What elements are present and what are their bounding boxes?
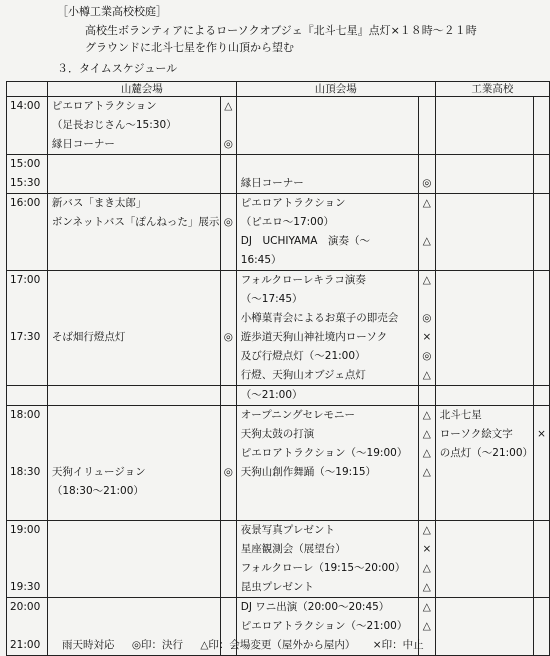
sancho-event-line	[237, 116, 418, 135]
kogyo-event-line	[436, 463, 533, 482]
time-line: 21:00	[10, 639, 41, 651]
time-line	[7, 444, 47, 463]
kogyo-mark-line	[534, 444, 549, 463]
sancho-event-line	[237, 482, 418, 501]
sanroku-event-line	[48, 540, 220, 559]
sanroku-mark-line	[221, 155, 236, 174]
kogyo-mark-line	[534, 251, 549, 270]
sanroku-mark-line: ◎	[223, 466, 233, 478]
sancho-event-line	[237, 501, 418, 520]
time-line: 19:00	[10, 524, 41, 536]
sanroku-mark-line	[221, 559, 236, 578]
kogyo-mark-line	[534, 155, 549, 174]
sancho-event-line: （ピエロ～17:00）	[240, 216, 335, 228]
kogyo-event-line: 北斗七星	[439, 409, 482, 421]
sancho-mark-line	[419, 482, 435, 501]
sancho-event-line: ピエロアトラクション（～19:00）	[240, 447, 408, 459]
time-line: 18:00	[10, 409, 41, 421]
sancho-mark-cell	[418, 271, 435, 386]
time-line: 16:00	[10, 197, 41, 209]
event-note: グラウンドに北斗七星を作り山頂から望む	[85, 41, 294, 54]
sanroku-event-line: そば畑行燈点灯	[51, 331, 126, 343]
schedule-block	[7, 521, 550, 598]
sancho-event-line: ピエロアトラクション	[240, 197, 346, 209]
sanroku-event-cell	[47, 271, 220, 386]
time-line: 15:00	[10, 158, 41, 170]
schedule-block	[7, 194, 550, 271]
sancho-mark-cell	[418, 406, 435, 521]
sancho-event-line: 縁日コーナー	[240, 177, 304, 189]
kogyo-mark-cell	[534, 97, 550, 155]
kogyo-event-line	[436, 135, 533, 154]
sanroku-event-line	[48, 271, 220, 290]
time-cell	[7, 406, 48, 521]
kogyo-mark-line	[534, 598, 549, 617]
kogyo-mark-line	[534, 213, 549, 232]
sancho-event-line: オープニングセレモニー	[240, 409, 356, 421]
sancho-mark-line: △	[422, 562, 431, 574]
sanroku-mark-line	[221, 309, 236, 328]
time-line	[7, 213, 47, 232]
sancho-mark-line	[419, 116, 435, 135]
sanroku-event-line	[48, 251, 220, 270]
sancho-mark-line	[419, 155, 435, 174]
time-line: 15:30	[10, 177, 41, 189]
sanroku-event-line	[48, 232, 220, 251]
sanroku-mark-line	[221, 406, 236, 425]
sancho-event-line: 小樽菓青会によるお菓子の即売会	[240, 312, 399, 324]
sancho-event-line: 夜景写真プレゼント	[240, 524, 335, 536]
sanroku-mark-cell	[220, 521, 236, 598]
sanroku-event-line	[48, 174, 220, 193]
sancho-event-cell	[236, 194, 418, 271]
sancho-header: 山頂会場	[236, 82, 435, 97]
sanroku-mark-line: ◎	[223, 331, 233, 343]
sanroku-mark-line	[221, 617, 236, 636]
sanroku-mark-line	[221, 540, 236, 559]
sanroku-mark-line	[221, 174, 236, 193]
kogyo-mark-line	[534, 97, 549, 116]
kogyo-event-cell	[435, 97, 533, 155]
sanroku-event-line: 縁日コーナー	[51, 138, 115, 150]
sanroku-mark-line: ◎	[223, 138, 233, 150]
kogyo-mark-cell	[534, 155, 550, 194]
sancho-mark-line	[419, 97, 435, 116]
kogyo-event-cell	[435, 194, 533, 271]
sancho-mark-cell	[418, 521, 435, 598]
kogyo-event-line	[436, 598, 533, 617]
kogyo-mark-line	[534, 309, 549, 328]
sancho-mark-line: △	[422, 197, 431, 209]
sancho-mark-line	[419, 135, 435, 154]
kogyo-event-cell	[435, 271, 533, 386]
sanroku-event-cell	[47, 155, 220, 194]
sanroku-event-line	[48, 309, 220, 328]
schedule-block	[7, 97, 550, 155]
time-cell	[7, 521, 48, 598]
kogyo-mark-line	[534, 347, 549, 366]
kogyo-event-line: ローソク絵文字	[439, 428, 513, 440]
sancho-event-cell	[236, 386, 418, 406]
kogyo-event-line: の点灯（～21:00）	[439, 447, 534, 459]
sancho-mark-line	[419, 386, 435, 405]
kogyo-event-line	[436, 290, 533, 309]
sancho-mark-line: △	[422, 620, 431, 632]
kogyo-header: 工業高校	[435, 82, 549, 97]
kogyo-mark-line	[534, 540, 549, 559]
sancho-mark-cell	[418, 97, 435, 155]
sanroku-mark-line	[221, 290, 236, 309]
sanroku-event-line	[48, 578, 220, 597]
kogyo-event-line	[436, 271, 533, 290]
sanroku-mark-cell	[220, 406, 236, 521]
kogyo-mark-line	[534, 271, 549, 290]
time-line	[7, 309, 47, 328]
sanroku-mark-line	[221, 271, 236, 290]
kogyo-mark-line	[534, 174, 549, 193]
sancho-event-line: 遊歩道天狗山神社境内ローソク	[240, 331, 388, 343]
sanroku-event-line: ボンネットバス「ぽんねった」展示	[51, 216, 220, 228]
kogyo-mark-line	[534, 290, 549, 309]
sanroku-mark-cell	[220, 97, 236, 155]
kogyo-event-line	[436, 116, 533, 135]
schedule-block	[7, 155, 550, 194]
legend-venue-change: △印：会場変更（屋外から屋内）	[200, 639, 356, 651]
time-line	[7, 482, 47, 501]
time-line	[7, 501, 47, 520]
sancho-mark-line: ×	[422, 331, 432, 343]
sancho-mark-line	[419, 213, 435, 232]
sanroku-event-line	[48, 366, 220, 385]
time-line	[7, 135, 47, 154]
kogyo-mark-line	[534, 521, 549, 540]
kogyo-event-cell	[435, 386, 533, 406]
kogyo-event-cell	[435, 521, 533, 598]
venue-heading: ［小樽工業高校校庭］	[57, 5, 167, 18]
sancho-event-cell	[236, 521, 418, 598]
sancho-event-line: 天狗山創作舞踊（～19:15）	[240, 466, 377, 478]
sancho-mark-line: ◎	[422, 350, 432, 362]
sancho-mark-line: ◎	[422, 177, 432, 189]
kogyo-mark-line	[534, 232, 549, 251]
sancho-event-line	[237, 155, 418, 174]
kogyo-mark-line	[534, 366, 549, 385]
sancho-mark-line	[419, 501, 435, 520]
kogyo-event-line	[436, 366, 533, 385]
kogyo-event-line	[436, 578, 533, 597]
time-line	[7, 559, 47, 578]
time-header	[7, 82, 48, 97]
sanroku-mark-cell	[220, 155, 236, 194]
kogyo-mark-line: ×	[537, 428, 546, 440]
sancho-mark-line	[419, 290, 435, 309]
sanroku-mark-line	[221, 578, 236, 597]
sanroku-mark-line	[221, 251, 236, 270]
legend-cancel: ×印：中止	[372, 639, 424, 651]
time-cell	[7, 155, 48, 194]
sanroku-event-line: 天狗イリュージョン	[51, 466, 146, 478]
sancho-event-line	[237, 135, 418, 154]
sancho-event-cell	[236, 271, 418, 386]
kogyo-event-cell	[435, 598, 533, 656]
kogyo-mark-line	[534, 135, 549, 154]
sancho-mark-line: △	[422, 369, 431, 381]
time-schedule-table	[6, 81, 550, 656]
sancho-mark-line: △	[422, 524, 431, 536]
sancho-event-line: 天狗太鼓の打演	[240, 428, 315, 440]
sanroku-event-line	[48, 617, 220, 636]
kogyo-event-line	[436, 347, 533, 366]
time-line: 18:30	[10, 466, 41, 478]
kogyo-mark-line	[534, 463, 549, 482]
sanroku-mark-cell	[220, 194, 236, 271]
kogyo-mark-cell	[534, 406, 550, 521]
sancho-event-line: フォルクローレキラコ演奏	[240, 274, 366, 286]
time-cell	[7, 271, 48, 386]
sanroku-event-line	[48, 501, 220, 520]
sanroku-event-cell	[47, 97, 220, 155]
time-line: 19:30	[10, 581, 41, 593]
kogyo-mark-line	[534, 194, 549, 213]
sancho-event-cell	[236, 406, 418, 521]
sanroku-event-line	[48, 386, 220, 405]
sancho-event-line: フォルクローレ（19:15～20:00）	[240, 562, 406, 574]
sanroku-mark-line: ◎	[223, 216, 233, 228]
time-line	[7, 425, 47, 444]
sancho-event-line: 昆虫プレゼント	[240, 581, 314, 593]
kogyo-event-line	[436, 540, 533, 559]
time-line	[7, 617, 47, 636]
kogyo-mark-cell	[534, 271, 550, 386]
kogyo-event-line	[436, 251, 533, 270]
sancho-mark-line: △	[422, 428, 431, 440]
time-line: 20:00	[10, 601, 41, 613]
time-cell	[7, 598, 48, 656]
time-line	[7, 232, 47, 251]
sancho-mark-line: ×	[422, 543, 432, 555]
sancho-event-line: 星座観測会（展望台）	[240, 543, 346, 555]
time-line: 14:00	[10, 100, 41, 112]
sancho-mark-line: △	[422, 601, 431, 613]
kogyo-event-line	[436, 501, 533, 520]
sanroku-mark-cell	[220, 271, 236, 386]
sanroku-event-cell	[47, 521, 220, 598]
kogyo-mark-cell	[534, 598, 550, 656]
header-row	[7, 82, 550, 97]
sanroku-event-line	[48, 559, 220, 578]
kogyo-event-line	[436, 617, 533, 636]
kogyo-event-line	[436, 213, 533, 232]
rain-policy-label: 雨天時対応	[62, 639, 115, 651]
time-line	[7, 386, 47, 405]
sanroku-event-line	[48, 598, 220, 617]
sancho-mark-line: △	[422, 581, 431, 593]
sancho-event-line: DJ UCHIYAMA 演奏（～	[240, 235, 370, 247]
sanroku-event-cell	[47, 194, 220, 271]
kogyo-mark-line	[534, 617, 549, 636]
kogyo-mark-line	[534, 116, 549, 135]
kogyo-mark-line	[534, 406, 549, 425]
kogyo-event-line	[436, 309, 533, 328]
sancho-event-line: DJ ワニ出演（20:00～20:45）	[240, 601, 390, 613]
time-line	[7, 347, 47, 366]
sancho-mark-line: ◎	[422, 312, 432, 324]
kogyo-event-cell	[435, 155, 533, 194]
legend-go-ahead: ◎印：決行	[131, 639, 184, 651]
sanroku-mark-line	[221, 386, 236, 405]
legend-footer	[62, 637, 438, 652]
kogyo-event-line	[436, 232, 533, 251]
sanroku-event-line	[48, 406, 220, 425]
sancho-mark-cell	[418, 155, 435, 194]
sanroku-event-line: （足長おじさん～15:30）	[51, 119, 177, 131]
sancho-event-cell	[236, 155, 418, 194]
sanroku-mark-line	[221, 366, 236, 385]
sanroku-mark-line	[221, 116, 236, 135]
section-title: ３．タイムスケジュール	[57, 62, 178, 75]
sanroku-event-line	[48, 444, 220, 463]
sancho-mark-cell	[418, 386, 435, 406]
time-line: 17:00	[10, 274, 41, 286]
kogyo-mark-cell	[534, 386, 550, 406]
sanroku-event-line: 新バス「まき太郎」	[51, 197, 147, 209]
kogyo-mark-line	[534, 328, 549, 347]
sanroku-event-line: ピエロアトラクション	[51, 100, 157, 112]
sanroku-mark-line	[221, 444, 236, 463]
sanroku-mark-line	[221, 521, 236, 540]
sanroku-mark-line	[221, 482, 236, 501]
kogyo-event-line	[436, 521, 533, 540]
sancho-event-cell	[236, 97, 418, 155]
sanroku-mark-line	[221, 347, 236, 366]
event-description: 高校生ボランティアによるローソクオブジェ『北斗七星』点灯×１８時～２１時	[85, 24, 477, 37]
sancho-mark-line: △	[422, 235, 431, 247]
time-line	[7, 540, 47, 559]
sancho-mark-line	[419, 251, 435, 270]
schedule-block	[7, 406, 550, 521]
kogyo-mark-line	[534, 559, 549, 578]
kogyo-mark-line	[534, 386, 549, 405]
sanroku-mark-line	[221, 232, 236, 251]
sanroku-event-line: （18:30～21:00）	[51, 485, 144, 497]
time-cell	[7, 386, 48, 406]
sanroku-event-line	[48, 155, 220, 174]
kogyo-event-line	[436, 559, 533, 578]
time-cell	[7, 97, 48, 155]
kogyo-event-line	[436, 97, 533, 116]
sanroku-mark-line	[221, 425, 236, 444]
sanroku-mark-cell	[220, 386, 236, 406]
sancho-event-line: （～17:45）	[240, 293, 303, 305]
sanroku-event-cell	[47, 386, 220, 406]
sancho-event-line: 及び行燈点灯（～21:00）	[240, 350, 366, 362]
sancho-event-line: 行燈、天狗山オブジェ点灯	[240, 369, 366, 381]
sanroku-mark-line	[221, 598, 236, 617]
time-line	[7, 116, 47, 135]
sancho-event-line: ピエロアトラクション（～21:00）	[240, 620, 408, 632]
time-line	[7, 251, 47, 270]
kogyo-mark-cell	[534, 194, 550, 271]
sancho-event-line: （～21:00）	[240, 389, 303, 401]
sanroku-event-line	[48, 347, 220, 366]
sancho-event-line	[237, 97, 418, 116]
time-line: 17:30	[10, 331, 41, 343]
sanroku-mark-line: △	[224, 100, 233, 112]
sancho-mark-line: △	[422, 409, 431, 421]
sanroku-event-cell	[47, 406, 220, 521]
kogyo-mark-line	[534, 636, 549, 655]
time-cell	[7, 194, 48, 271]
kogyo-event-cell	[435, 406, 533, 521]
sancho-mark-line: △	[422, 447, 431, 459]
sanroku-mark-line	[221, 501, 236, 520]
sancho-mark-cell	[418, 194, 435, 271]
kogyo-event-line	[436, 155, 533, 174]
kogyo-mark-line	[534, 578, 549, 597]
kogyo-mark-line	[534, 501, 549, 520]
sanroku-event-line	[48, 425, 220, 444]
sanroku-mark-line	[221, 194, 236, 213]
sancho-event-line: 16:45）	[240, 254, 282, 266]
kogyo-event-line	[436, 482, 533, 501]
kogyo-mark-line	[534, 482, 549, 501]
kogyo-event-line	[436, 194, 533, 213]
sanroku-event-line	[48, 290, 220, 309]
time-line	[7, 290, 47, 309]
sancho-mark-line: △	[422, 274, 431, 286]
schedule-block	[7, 386, 550, 406]
kogyo-event-line	[436, 174, 533, 193]
kogyo-event-line	[436, 328, 533, 347]
kogyo-event-line	[436, 386, 533, 405]
schedule-block	[7, 271, 550, 386]
sanroku-event-line	[48, 521, 220, 540]
kogyo-event-line	[436, 636, 533, 655]
sanroku-header: 山麓会場	[47, 82, 236, 97]
sancho-mark-line: △	[422, 466, 431, 478]
kogyo-mark-cell	[534, 521, 550, 598]
time-line	[7, 366, 47, 385]
